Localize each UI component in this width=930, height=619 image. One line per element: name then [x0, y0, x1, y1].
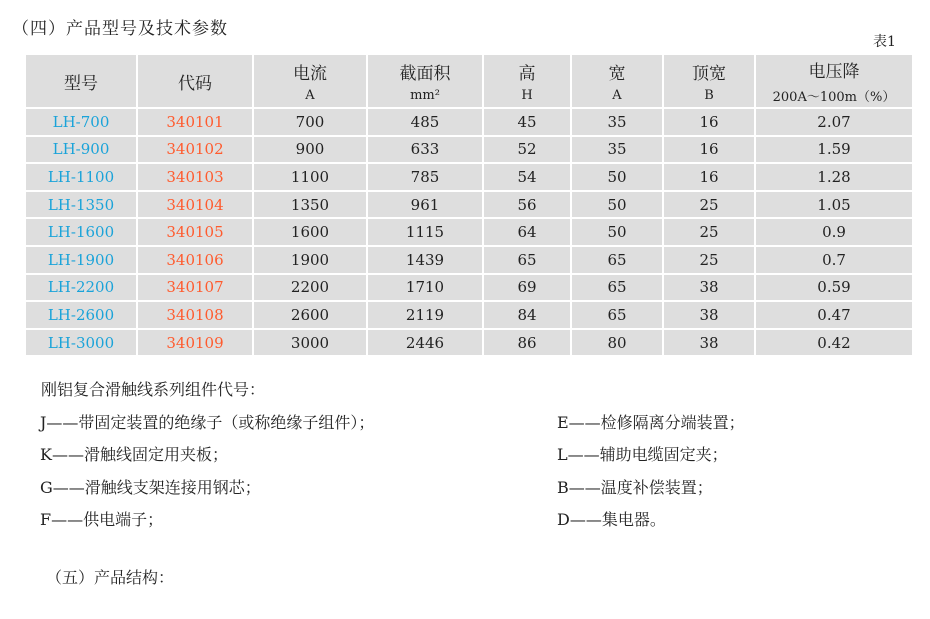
model-cell: LH-2200 — [26, 275, 138, 303]
table-cell: 700 — [254, 109, 368, 137]
table-cell: 65 — [572, 302, 664, 330]
table-cell: 0.7 — [756, 247, 912, 275]
table-cell: 1350 — [254, 192, 368, 220]
table-cell: 2200 — [254, 275, 368, 303]
table-cell: 1710 — [368, 275, 484, 303]
table-cell: 52 — [484, 137, 572, 165]
table-cell: 485 — [368, 109, 484, 137]
table-cell: 2446 — [368, 330, 484, 356]
table-cell: 80 — [572, 330, 664, 356]
legend-title: 刚铝复合滑触线系列组件代号： — [41, 380, 266, 399]
column-header-label: 型号 — [64, 73, 98, 94]
code-cell: 340106 — [138, 247, 254, 275]
code-cell: 340101 — [138, 109, 254, 137]
legend-item-b: B——温度补偿装置； — [557, 478, 713, 497]
table-cell: 65 — [572, 247, 664, 275]
column-header-unit: mm² — [410, 88, 440, 103]
table-body — [26, 109, 912, 355]
table-cell: 38 — [664, 275, 756, 303]
column-header — [484, 55, 572, 109]
table-cell: 54 — [484, 164, 572, 192]
table-cell: 65 — [484, 247, 572, 275]
column-header-label: 高 — [518, 64, 536, 84]
table-cell: 35 — [572, 137, 664, 165]
table-cell: 1115 — [368, 219, 484, 247]
table-row — [26, 109, 912, 137]
table-cell: 2600 — [254, 302, 368, 330]
table-cell: 0.59 — [756, 275, 912, 303]
table-cell: 785 — [368, 164, 484, 192]
column-header-unit: A — [305, 88, 315, 103]
legend-item-l: L——辅助电缆固定夹； — [557, 445, 728, 464]
code-cell: 340105 — [138, 219, 254, 247]
table-cell: 25 — [664, 192, 756, 220]
code-cell: 340108 — [138, 302, 254, 330]
column-header-unit: H — [521, 88, 533, 103]
code-cell: 340109 — [138, 330, 254, 356]
table-cell: 1439 — [368, 247, 484, 275]
table-row — [26, 137, 912, 165]
model-cell: LH-2600 — [26, 302, 138, 330]
section-title: （四）产品型号及技术参数 — [12, 19, 228, 39]
column-header — [26, 55, 138, 109]
column-header — [254, 55, 368, 109]
table-cell: 16 — [664, 109, 756, 137]
code-cell: 340107 — [138, 275, 254, 303]
legend-item-f: F——供电端子； — [40, 510, 164, 529]
table-row — [26, 164, 912, 192]
column-header-label: 截面积 — [399, 64, 451, 84]
table-cell: 50 — [572, 164, 664, 192]
legend-item-e: E——检修隔离分端装置； — [557, 413, 745, 432]
table-cell: 69 — [484, 275, 572, 303]
column-header — [756, 55, 912, 109]
table-cell: 56 — [484, 192, 572, 220]
table-cell: 65 — [572, 275, 664, 303]
table-cell: 0.47 — [756, 302, 912, 330]
table-row — [26, 247, 912, 275]
column-header — [138, 55, 254, 109]
table-cell: 84 — [484, 302, 572, 330]
table-row — [26, 192, 912, 220]
column-header — [572, 55, 664, 109]
column-header-label: 宽 — [608, 64, 626, 84]
table-header-row — [26, 55, 912, 109]
table-cell: 86 — [484, 330, 572, 356]
code-cell: 340104 — [138, 192, 254, 220]
column-header — [368, 55, 484, 109]
table-cell: 3000 — [254, 330, 368, 356]
table-cell: 16 — [664, 137, 756, 165]
table-cell: 633 — [368, 137, 484, 165]
legend-item-k: K——滑触线固定用夹板； — [40, 445, 228, 464]
model-cell: LH-1600 — [26, 219, 138, 247]
column-header-label: 顶宽 — [692, 64, 726, 84]
table-cell: 900 — [254, 137, 368, 165]
table-cell: 1900 — [254, 247, 368, 275]
table-cell: 45 — [484, 109, 572, 137]
model-cell: LH-700 — [26, 109, 138, 137]
model-cell: LH-1900 — [26, 247, 138, 275]
code-cell: 340102 — [138, 137, 254, 165]
table-cell: 0.42 — [817, 333, 851, 352]
table-cell: 1.05 — [756, 192, 912, 220]
table-cell: 2.07 — [756, 109, 912, 137]
spec-table — [26, 55, 912, 355]
model-cell: LH-900 — [26, 137, 138, 165]
model-cell: LH-1100 — [26, 164, 138, 192]
legend-item-j: J——带固定装置的绝缘子（或称绝缘子组件）； — [40, 413, 375, 432]
column-header-label: 电流 — [293, 64, 327, 84]
table-cell: 38 — [664, 302, 756, 330]
table-cell: 1.28 — [756, 164, 912, 192]
table-cell: 64 — [484, 219, 572, 247]
code-cell: 340103 — [138, 164, 254, 192]
column-header-label: 电压降 — [808, 62, 860, 82]
table-cell: 38 — [664, 330, 756, 356]
table-cell: 0.9 — [756, 219, 912, 247]
table-row — [26, 219, 912, 247]
model-cell: LH-1350 — [26, 192, 138, 220]
table-row — [26, 302, 912, 330]
table-cell: 961 — [368, 192, 484, 220]
table-row — [26, 275, 912, 303]
column-header-unit: B — [704, 88, 714, 103]
table-cell: 1.59 — [756, 137, 912, 165]
legend-item-d: D——集电器。 — [557, 510, 666, 529]
table-cell: 50 — [572, 219, 664, 247]
table-cell: 25 — [664, 219, 756, 247]
legend-item-g: G——滑触线支架连接用钢芯； — [40, 478, 261, 497]
table-cell: 2119 — [368, 302, 484, 330]
column-header-unit: 200A～100m（%） — [772, 90, 896, 105]
table-cell: 16 — [664, 164, 756, 192]
table-label: 表1 — [873, 34, 896, 50]
model-cell: LH-3000 — [26, 330, 138, 356]
table-cell: 1600 — [254, 219, 368, 247]
next-section-title: （五）产品结构： — [46, 568, 175, 587]
column-header — [664, 55, 756, 109]
column-header-unit: A — [612, 88, 622, 103]
table-cell: 1100 — [254, 164, 368, 192]
column-header-label: 代码 — [178, 73, 212, 94]
table-cell: 25 — [664, 247, 756, 275]
table-row — [26, 330, 912, 356]
table-cell: 35 — [572, 109, 664, 137]
table-cell: 50 — [572, 192, 664, 220]
